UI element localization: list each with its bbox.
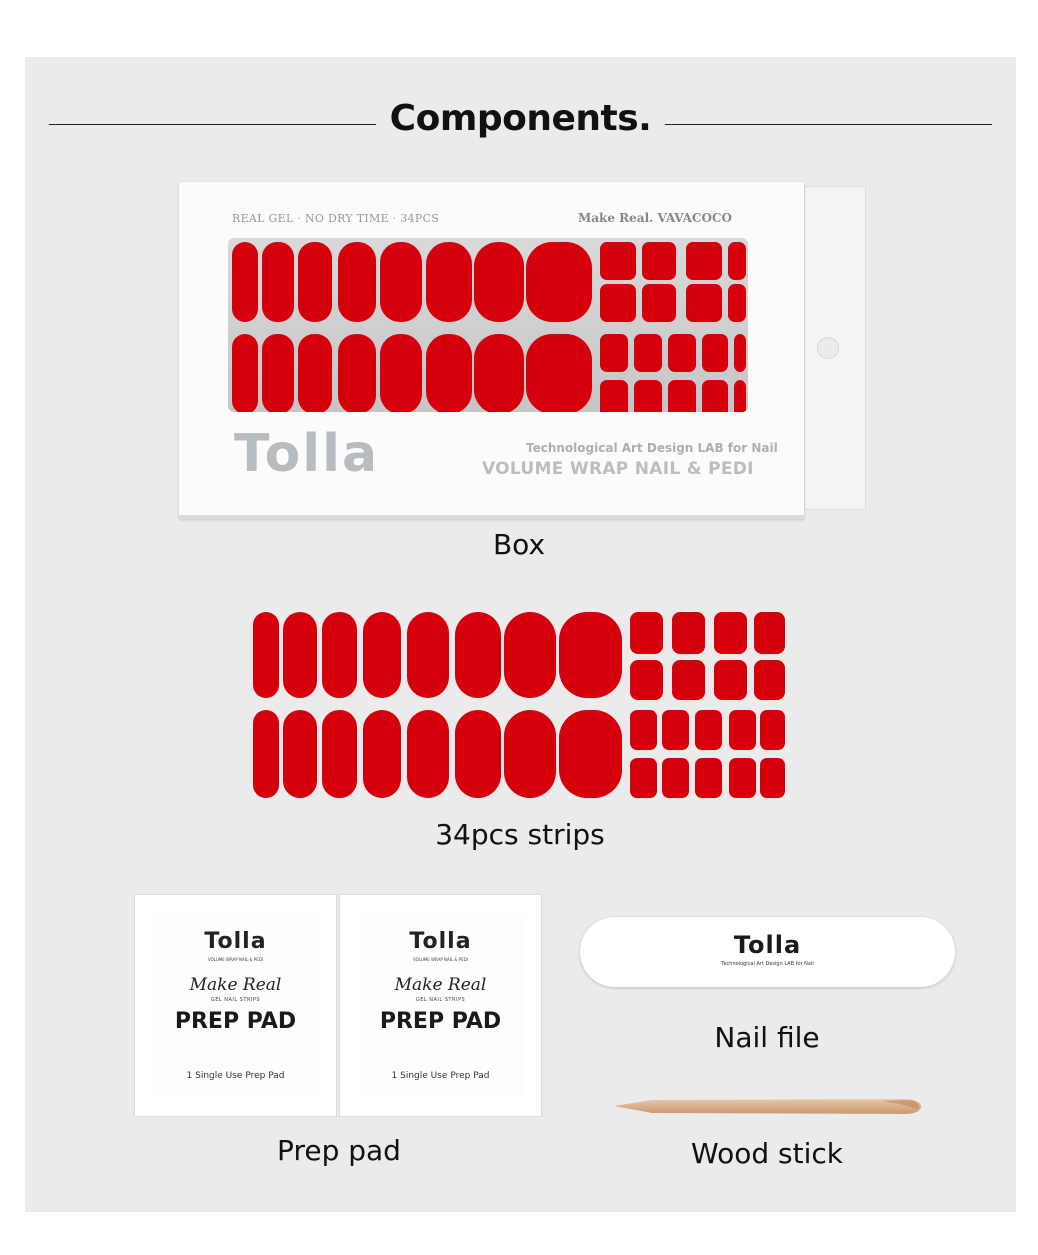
box-nail-strip	[600, 242, 636, 280]
nail-strip	[363, 612, 401, 698]
box-nail-strip	[634, 380, 662, 412]
nail-strip	[695, 710, 722, 750]
wood-stick-body	[614, 1099, 921, 1114]
prep-pad-footer: 1 Single Use Prep Pad	[186, 1071, 285, 1081]
box-nail-strip	[686, 242, 722, 280]
box-nail-strip	[232, 242, 258, 322]
page-title-text: Components.	[376, 98, 666, 139]
box-nail-strip	[426, 242, 472, 322]
prep-pad-script-sub: GEL NAIL STRIPS	[415, 997, 466, 1003]
box-nail-strip	[728, 242, 746, 280]
box-brand-text: Make Real. VAVACOCO	[578, 211, 732, 225]
nail-file-caption: Nail file	[714, 1021, 820, 1054]
box-nail-strip	[600, 284, 636, 322]
nail-strip	[630, 660, 663, 700]
nail-strip	[714, 660, 747, 700]
box-subtitle-large: VOLUME WRAP NAIL & PEDI	[482, 459, 754, 479]
box-nail-strip	[600, 380, 628, 412]
prep-pad-left	[134, 894, 337, 1117]
prep-pad-logo: Tolla	[204, 929, 267, 954]
prep-pad-footer: 1 Single Use Prep Pad	[391, 1071, 490, 1081]
nail-strip	[504, 612, 556, 698]
nail-strip	[253, 612, 279, 698]
nail-strip	[407, 710, 449, 798]
nail-strip	[695, 758, 722, 798]
strips-caption: 34pcs strips	[435, 818, 605, 851]
nail-file-image	[580, 917, 955, 987]
prep-pad-title: PREP PAD	[379, 1009, 502, 1034]
prep-pad-right	[339, 894, 542, 1117]
box-window	[228, 238, 748, 412]
prep-pad-logo: Tolla	[409, 929, 472, 954]
box-nail-strip	[298, 242, 332, 322]
nail-strips-image	[253, 612, 785, 800]
box-top-left-text: REAL GEL · NO DRY TIME · 34PCS	[232, 212, 440, 225]
box-nail-strip	[262, 242, 294, 322]
nail-file-logo: Tolla	[733, 931, 802, 959]
box-nail-strip	[298, 334, 332, 412]
nail-strip	[283, 710, 317, 798]
nail-strip	[407, 612, 449, 698]
nail-strip	[253, 710, 279, 798]
nail-strip	[559, 710, 622, 798]
wood-stick-caption: Wood stick	[691, 1137, 843, 1170]
nail-strip	[363, 710, 401, 798]
nail-strip	[672, 660, 705, 700]
prep-pad-label	[358, 913, 523, 1097]
box-nail-strips	[228, 238, 748, 412]
heading-row	[49, 98, 992, 148]
box-nail-strip	[526, 242, 592, 322]
nail-strip	[559, 612, 622, 698]
box-nail-strip	[338, 334, 376, 412]
nail-strip	[630, 710, 657, 750]
nail-strip	[455, 710, 501, 798]
prep-pad-title: PREP PAD	[174, 1009, 297, 1034]
box-nail-strip	[686, 284, 722, 322]
box-nail-strip	[380, 242, 422, 322]
nail-strip	[630, 612, 663, 654]
nail-strip	[760, 710, 785, 750]
box-nail-strip	[668, 334, 696, 372]
box-nail-strip	[734, 334, 746, 372]
box-nail-strip	[474, 334, 524, 412]
nail-strip	[630, 758, 657, 798]
box-nail-strip	[702, 380, 728, 412]
box-subtitle-small: Technological Art Design LAB for Nail	[526, 441, 778, 455]
box-nail-strip	[642, 284, 676, 322]
box-nail-strip	[232, 334, 258, 412]
nail-strip	[760, 758, 785, 798]
box-nail-strip	[668, 380, 696, 412]
box-hang-hole	[817, 337, 839, 359]
nail-strip	[455, 612, 501, 698]
box-nail-strip	[734, 380, 746, 412]
box-nail-strip	[380, 334, 422, 412]
wood-stick-image	[612, 1095, 924, 1119]
box-logo: Tolla	[234, 424, 380, 484]
prep-pad-caption: Prep pad	[277, 1134, 401, 1167]
nail-strip	[662, 758, 689, 798]
box-nail-strip	[526, 334, 592, 412]
nail-strip	[672, 612, 705, 654]
nail-file-logo-sub: Technological Art Design LAB for Nail	[721, 961, 814, 967]
nail-strip	[504, 710, 556, 798]
nail-strip	[714, 612, 747, 654]
box-nail-strip	[702, 334, 728, 372]
nail-strip	[729, 710, 756, 750]
nail-strip	[283, 612, 317, 698]
box-nail-strip	[426, 334, 472, 412]
page-title	[49, 98, 992, 139]
prep-pad-script: Make Real	[394, 975, 487, 995]
box-nail-strip	[642, 242, 676, 280]
prep-pad-logo-sub: VOLUME WRAP NAIL & PEDI	[207, 957, 263, 962]
nail-strip	[322, 612, 357, 698]
nail-strip	[322, 710, 357, 798]
box-nail-strip	[600, 334, 628, 372]
nail-strip	[754, 660, 785, 700]
prep-pad-label	[153, 913, 318, 1097]
box-caption: Box	[492, 528, 546, 561]
nail-strip	[754, 612, 785, 654]
box-nail-strip	[338, 242, 376, 322]
box-nail-strip	[262, 334, 294, 412]
nail-strip	[729, 758, 756, 798]
prep-pad-script-sub: GEL NAIL STRIPS	[210, 997, 261, 1003]
prep-pad-script: Make Real	[189, 975, 282, 995]
box-nail-strip	[728, 284, 746, 322]
nail-strip	[662, 710, 689, 750]
prep-pad-logo-sub: VOLUME WRAP NAIL & PEDI	[412, 957, 468, 962]
box-nail-strip	[474, 242, 524, 322]
box-nail-strip	[634, 334, 662, 372]
